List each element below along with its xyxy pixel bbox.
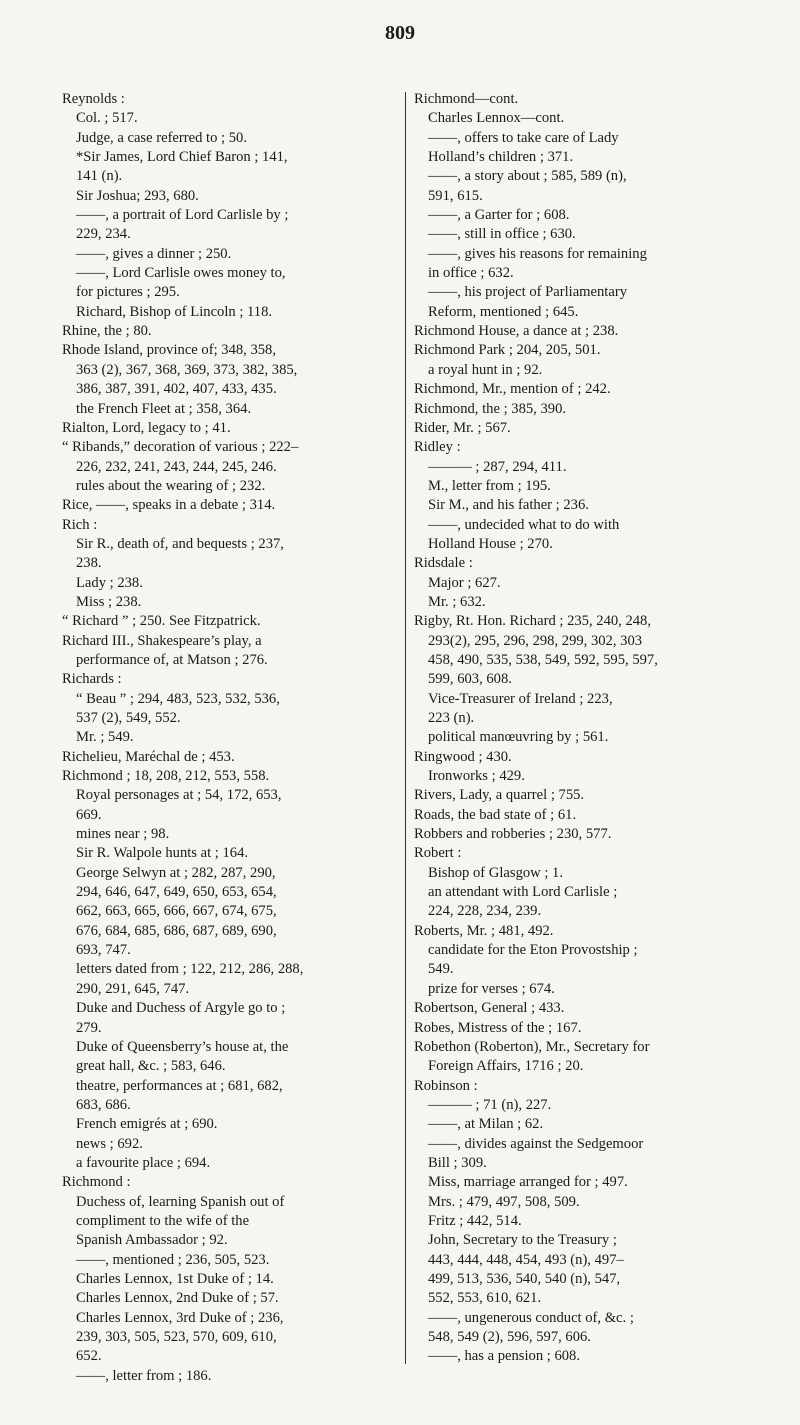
index-line: Sir R., death of, and bequests ; 237, — [76, 535, 284, 552]
index-line: Richard, Bishop of Lincoln ; 118. — [76, 303, 273, 320]
index-line: ——, divides against the Sedgemoor — [428, 1135, 644, 1152]
index-line: Robbers and robberies ; 230, 577. — [414, 826, 612, 843]
index-line: Ridley : — [414, 439, 461, 456]
index-line: ——, letter from ; 186. — [76, 1367, 212, 1384]
index-line: Duke and Duchess of Argyle go to ; — [76, 1000, 286, 1017]
index-line: Rialton, Lord, legacy to ; 41. — [62, 419, 231, 436]
index-line: 458, 490, 535, 538, 549, 592, 595, 597, — [428, 651, 658, 668]
index-line: Reynolds : — [62, 91, 125, 107]
index-line: ——, has a pension ; 608. — [428, 1348, 581, 1365]
index-line: *Sir James, Lord Chief Baron ; 141, — [76, 149, 288, 166]
index-line: “ Ribands,” decoration of various ; 222– — [62, 439, 299, 456]
index-line: ——, mentioned ; 236, 505, 523. — [76, 1251, 270, 1268]
index-line: Roads, the bad state of ; 61. — [414, 806, 577, 823]
index-line: Spanish Ambassador ; 92. — [76, 1232, 228, 1249]
index-line: theatre, performances at ; 681, 682, — [76, 1077, 283, 1094]
index-line: Richmond House, a dance at ; 238. — [414, 323, 619, 340]
index-line: Duke of Queensberry’s house at, the — [76, 1038, 289, 1055]
index-line: Duchess of, learning Spanish out of — [76, 1193, 285, 1210]
index-line: ——, Lord Carlisle owes money to, — [76, 265, 286, 282]
index-line: 293(2), 295, 296, 298, 299, 302, 303 — [428, 632, 643, 649]
index-line: ——, undecided what to do with — [428, 516, 620, 533]
column-divider — [405, 92, 406, 1364]
index-line: 683, 686. — [76, 1096, 131, 1113]
index-line: Charles Lennox, 2nd Duke of ; 57. — [76, 1290, 279, 1307]
index-line: ——, gives a dinner ; 250. — [76, 245, 232, 262]
index-line: 294, 646, 647, 649, 650, 653, 654, — [76, 884, 277, 901]
index-line: letters dated from ; 122, 212, 286, 288, — [76, 961, 304, 978]
index-line: 591, 615. — [428, 187, 483, 204]
index-line: Robinson : — [414, 1077, 478, 1094]
index-line: ——, a story about ; 585, 589 (n), — [428, 168, 627, 185]
index-line: ——, a Garter for ; 608. — [428, 207, 570, 224]
index-line: prize for verses ; 674. — [428, 980, 555, 997]
index-line: 549. — [428, 961, 454, 978]
index-line: Richmond ; 18, 208, 212, 553, 558. — [62, 768, 270, 785]
index-line: a royal hunt in ; 92. — [428, 361, 543, 378]
index-line: ——, a portrait of Lord Carlisle by ; — [76, 207, 289, 224]
index-line: Rivers, Lady, a quarrel ; 755. — [414, 787, 585, 804]
index-line: Charles Lennox, 3rd Duke of ; 236, — [76, 1309, 284, 1326]
index-line: Richard III., Shakespeare’s play, a — [62, 632, 262, 649]
index-line: 443, 444, 448, 454, 493 (n), 497– — [428, 1251, 624, 1268]
index-line: Col. ; 517. — [76, 110, 138, 127]
index-line: ——, gives his reasons for remaining — [428, 245, 647, 262]
index-line: 229, 234. — [76, 226, 131, 243]
index-line: Miss ; 238. — [76, 593, 142, 610]
index-line: Rider, Mr. ; 567. — [414, 419, 511, 436]
index-line: 669. — [76, 806, 102, 823]
index-line: Richards : — [62, 671, 122, 688]
index-line: “ Richard ” ; 250. See Fitzpatrick. — [62, 613, 261, 630]
index-line: in office ; 632. — [428, 265, 514, 282]
index-line: 548, 549 (2), 596, 597, 606. — [428, 1329, 591, 1345]
index-line: Richelieu, Maréchal de ; 453. — [62, 748, 235, 765]
index-line: ——— ; 287, 294, 411. — [428, 458, 567, 475]
index-line: John, Secretary to the Treasury ; — [428, 1232, 617, 1249]
index-line: Rhine, the ; 80. — [62, 323, 152, 340]
index-line: Holland’s children ; 371. — [428, 149, 574, 166]
index-line: Robes, Mistress of the ; 167. — [414, 1019, 582, 1036]
index-column-left — [62, 90, 398, 1386]
index-line: Richmond, the ; 385, 390. — [414, 400, 567, 417]
index-line: ——, still in office ; 630. — [428, 226, 576, 243]
index-line: Sir M., and his father ; 236. — [428, 497, 589, 514]
index-line: Richmond Park ; 204, 205, 501. — [414, 342, 601, 359]
index-line: 363 (2), 367, 368, 369, 373, 382, 385, — [76, 361, 298, 378]
index-line: mines near ; 98. — [76, 826, 170, 843]
index-line: Bill ; 309. — [428, 1154, 487, 1171]
index-line: ——, at Milan ; 62. — [428, 1116, 544, 1133]
index-line: Rhode Island, province of; 348, 358, — [62, 342, 277, 359]
index-line: Vice-Treasurer of Ireland ; 223, — [428, 690, 613, 707]
index-line: Sir R. Walpole hunts at ; 164. — [76, 845, 249, 862]
index-line: great hall, &c. ; 583, 646. — [76, 1058, 226, 1075]
index-line: for pictures ; 295. — [76, 284, 180, 301]
index-line: Robertson, General ; 433. — [414, 1000, 565, 1017]
index-line: 238. — [76, 555, 102, 572]
index-line: Rich : — [62, 516, 98, 533]
index-line: 386, 387, 391, 402, 407, 433, 435. — [76, 381, 277, 398]
index-line: 693, 747. — [76, 942, 131, 959]
index-line: 279. — [76, 1019, 102, 1036]
page-number: 809 — [385, 22, 415, 44]
index-line: Major ; 627. — [428, 574, 501, 591]
index-line: 652. — [76, 1348, 102, 1365]
index-line: French emigrés at ; 690. — [76, 1116, 218, 1133]
index-line: performance of, at Matson ; 276. — [76, 651, 268, 668]
index-line: Foreign Affairs, 1716 ; 20. — [428, 1058, 584, 1075]
index-line: a favourite place ; 694. — [76, 1154, 211, 1171]
index-column-right — [414, 90, 744, 1367]
index-line: news ; 692. — [76, 1135, 143, 1152]
index-line: Richmond : — [62, 1174, 131, 1191]
index-line: Robert : — [414, 845, 462, 862]
index-line: M., letter from ; 195. — [428, 477, 551, 494]
index-line: 599, 603, 608. — [428, 671, 512, 688]
index-line: 141 (n). — [76, 168, 123, 185]
index-line: ——, offers to take care of Lady — [428, 129, 619, 146]
index-line: Bishop of Glasgow ; 1. — [428, 864, 563, 881]
index-line: candidate for the Eton Provostship ; — [428, 942, 638, 959]
index-line: Ironworks ; 429. — [428, 768, 525, 785]
index-line: 239, 303, 505, 523, 570, 609, 610, — [76, 1329, 277, 1345]
index-line: Richmond, Mr., mention of ; 242. — [414, 381, 611, 398]
index-line: Miss, marriage arranged for ; 497. — [428, 1174, 628, 1191]
index-line: Robethon (Roberton), Mr., Secretary for — [414, 1038, 650, 1055]
index-line: 676, 684, 685, 686, 687, 689, 690, — [76, 922, 277, 939]
index-line: Sir Joshua; 293, 680. — [76, 187, 199, 204]
index-line: ——, ungenerous conduct of, &c. ; — [428, 1309, 634, 1326]
index-line: Rigby, Rt. Hon. Richard ; 235, 240, 248, — [414, 613, 652, 630]
index-line: 662, 663, 665, 666, 667, 674, 675, — [76, 903, 277, 920]
index-line: Mrs. ; 479, 497, 508, 509. — [428, 1193, 580, 1210]
index-line: Roberts, Mr. ; 481, 492. — [414, 922, 554, 939]
index-line: rules about the wearing of ; 232. — [76, 477, 266, 494]
index-line: Reform, mentioned ; 645. — [428, 303, 579, 320]
index-line: Holland House ; 270. — [428, 535, 553, 552]
index-line: 224, 228, 234, 239. — [428, 903, 542, 920]
index-line: 552, 553, 610, 621. — [428, 1290, 542, 1307]
index-line: Judge, a case referred to ; 50. — [76, 129, 247, 146]
index-line: 537 (2), 549, 552. — [76, 710, 181, 726]
index-line: ——, his project of Parliamentary — [428, 284, 627, 301]
index-line: political manœuvring by ; 561. — [428, 729, 609, 746]
index-line: ——— ; 71 (n), 227. — [428, 1096, 552, 1113]
index-line: Ringwood ; 430. — [414, 748, 512, 765]
index-line: Mr. ; 549. — [76, 729, 134, 746]
index-line: 290, 291, 645, 747. — [76, 980, 190, 997]
index-line: the French Fleet at ; 358, 364. — [76, 400, 252, 417]
index-line: 226, 232, 241, 243, 244, 245, 246. — [76, 458, 277, 475]
index-line: Charles Lennox, 1st Duke of ; 14. — [76, 1270, 274, 1287]
index-line: 499, 513, 536, 540, 540 (n), 547, — [428, 1270, 621, 1287]
index-line: an attendant with Lord Carlisle ; — [428, 884, 618, 901]
index-line: Rice, ——, speaks in a debate ; 314. — [62, 497, 276, 514]
index-line: compliment to the wife of the — [76, 1212, 250, 1229]
index-line: Fritz ; 442, 514. — [428, 1212, 522, 1229]
index-line: Lady ; 238. — [76, 574, 143, 591]
index-line: Ridsdale : — [414, 555, 473, 572]
index-line: “ Beau ” ; 294, 483, 523, 532, 536, — [76, 690, 280, 707]
index-line: Mr. ; 632. — [428, 593, 486, 610]
index-line: Richmond—cont. — [414, 91, 519, 107]
index-line: Charles Lennox—cont. — [428, 110, 565, 127]
index-line: George Selwyn at ; 282, 287, 290, — [76, 864, 276, 881]
index-line: 223 (n). — [428, 710, 475, 726]
index-line: Royal personages at ; 54, 172, 653, — [76, 787, 282, 804]
